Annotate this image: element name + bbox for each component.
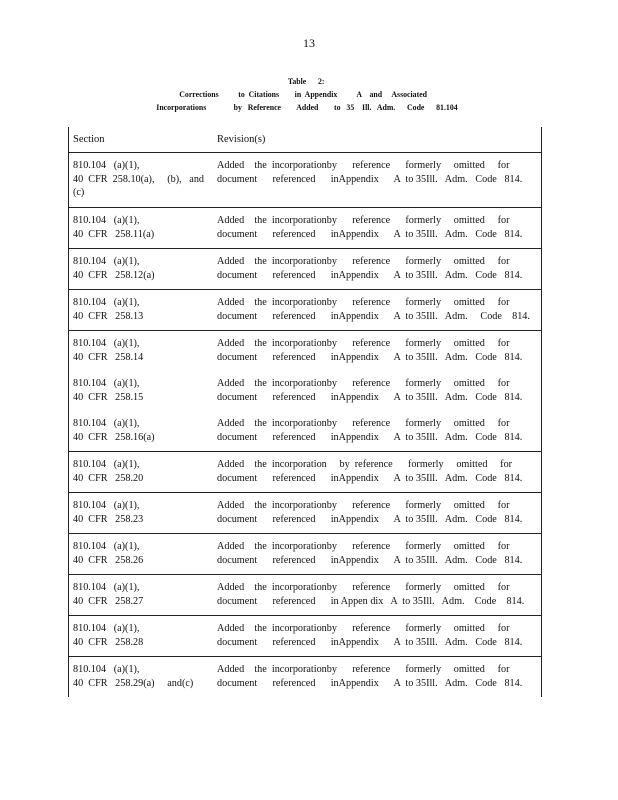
table-row [69,331,541,371]
table-row-group [69,657,541,697]
section-cell: 810.104 (a)(1), 40 CFR 258.20 [73,459,144,484]
revision-cell: Added the incorporationby reference formerly omitted for document referenced inAppendix A to 35Ill. Adm. Code 814. [217,664,523,689]
revision-cell: Added the incorporationby reference formerly omitted for document referenced inAppendix A to 35Ill. Adm. Code 814. [217,623,523,648]
table-row [69,493,541,533]
table-row [69,371,541,411]
table-row [69,534,541,574]
table-row-group [69,249,541,290]
revision-cell: Added the incorporationby reference formerly omitted for document referenced inAppendix A to 35Ill. Adm. Code 814. [217,256,523,281]
revision-cell: Added the incorporationby reference formerly omitted for document referenced inAppendix A to 35Ill. Adm. Code 814. [217,160,523,185]
table-row [69,657,541,697]
table-row-group [69,575,541,616]
section-cell: 810.104 (a)(1), 40 CFR 258.15 [73,378,144,403]
table-row-group [69,493,541,534]
table-row-group [69,290,541,331]
section-cell: 810.104 (a)(1), 40 CFR 258.29(a) and(c) [73,664,194,689]
section-cell: 810.104 (a)(1), 40 CFR 258.10(a), (b), and (c) [73,160,205,198]
table-body [69,153,541,697]
table-row-group [69,534,541,575]
table-row-group [69,331,541,452]
caption-line-3: Incorporations by Reference Added to 35 Ill. Adm. Code 81.104 [156,102,458,112]
table-row-group [69,208,541,249]
revision-cell: Added the incorporationby reference formerly omitted for document referenced inAppendix A to 35Ill. Adm. Code 814. [217,541,523,566]
caption-line-1: Table 2: [287,76,325,86]
column-header-section: Section [73,134,105,145]
table-row [69,153,541,207]
section-cell: 810.104 (a)(1), 40 CFR 258.16(a) [73,418,155,443]
table-row [69,290,541,330]
section-cell: 810.104 (a)(1), 40 CFR 258.28 [73,623,144,648]
revision-cell: Added the incorporation by reference formerly omitted for document referenced inAppendix A to 35Ill. Adm. Code 814. [217,459,523,484]
section-cell: 810.104 (a)(1), 40 CFR 258.14 [73,338,144,363]
section-cell: 810.104 (a)(1), 40 CFR 258.26 [73,541,144,566]
page-number: 13 [303,36,315,50]
table-row-group [69,616,541,657]
revision-cell: Added the incorporationby reference formerly omitted for document referenced in Appen dix A to 35Ill. Adm. Code 814. [217,582,525,607]
table-row [69,575,541,615]
table-row [69,208,541,248]
table-row-group [69,452,541,493]
revision-cell: Added the incorporationby reference formerly omitted for document referenced inAppendix A to 35Ill. Adm. Code 814. [217,500,523,525]
section-cell: 810.104 (a)(1), 40 CFR 258.12(a) [73,256,155,281]
section-cell: 810.104 (a)(1), 40 CFR 258.13 [73,297,144,322]
revision-cell: Added the incorporationby reference formerly omitted for document referenced inAppendix A to 35Ill. Adm. Code 814. [217,378,523,403]
table-row [69,616,541,656]
table-row-group [69,153,541,208]
table-header-row [69,127,541,153]
table-row [69,249,541,289]
table-row [69,411,541,451]
revision-cell: Added the incorporationby reference formerly omitted for document referenced inAppendix A to 35Ill. Adm. Code 814. [217,215,523,240]
section-cell: 810.104 (a)(1), 40 CFR 258.27 [73,582,144,607]
column-header-revision: Revision(s) [217,134,266,145]
section-cell: 810.104 (a)(1), 40 CFR 258.11(a) [73,215,155,240]
corrections-table [68,127,542,697]
revision-cell: Added the incorporationby reference formerly omitted for document referenced inAppendix A to 35Ill. Adm. Code 814. [217,338,523,363]
revision-cell: Added the incorporationby reference formerly omitted for document referenced inAppendix A to 35Ill. Adm. Code 814. [217,418,523,443]
section-cell: 810.104 (a)(1), 40 CFR 258.23 [73,500,144,525]
table-row [69,452,541,492]
caption-line-2: Corrections to Citations in Appendix A and Associated [179,89,428,99]
revision-cell: Added the incorporationby reference formerly omitted for document referenced inAppendix A to 35Ill. Adm. Code 814. [217,297,530,322]
